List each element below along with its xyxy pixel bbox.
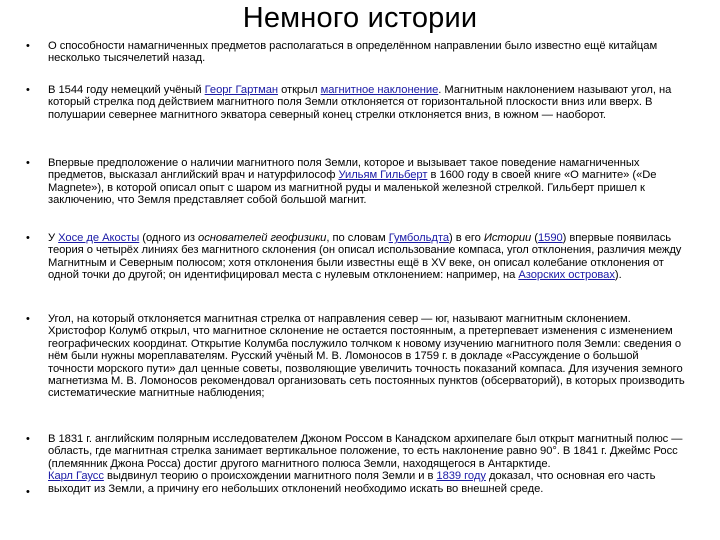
text-span: . Магнитным наклонением называют угол, на который стрелка под действием магнитного поля Земли отклоняется от горизонтальной плоскости вниз или вверх. В полушарии севернее магнитного экватора северный конец стрелки отклоняется вниз, в южном — наоборот. xyxy=(48,84,672,121)
paragraph-text xyxy=(48,157,686,207)
bullet-icon: • xyxy=(26,84,30,96)
text-span: доказал, что основная его часть выходит из Земли, а причину его небольших отклонений необходимо искать во внешней среде. xyxy=(48,470,656,495)
paragraph-text xyxy=(48,40,686,65)
text-span-italic: Истории xyxy=(483,232,532,244)
text-span: в 1600 году в своей книге «О магните» («De Magnete»), в которой описал опыт с шаром из магнитной руды и маленькой железной стрелкой. Гильберт пришел к заключению, что Земля представляет собой большой магнит. xyxy=(48,169,657,207)
link-carl-gauss[interactable]: Карл Гаусс xyxy=(48,470,104,483)
link-year-1590[interactable]: 1590 xyxy=(537,232,563,244)
text-span: Впервые предположение о наличии магнитного поля Земли, которое и вызывает такое поведение намагниченных предметов, высказал английский врач и натурфилософ xyxy=(48,157,640,182)
bullet-icon: • xyxy=(26,433,30,445)
bullet-icon: • xyxy=(26,40,30,52)
bullet-icon: • xyxy=(26,313,30,325)
link-william-gilbert[interactable]: Уильям Гильберт xyxy=(338,169,428,182)
page-title: Немного истории xyxy=(242,2,478,34)
text-span: открыл xyxy=(278,84,321,96)
link-azores-islands[interactable]: Азорских островах xyxy=(518,269,615,282)
text-span: Угол, на который отклоняется магнитная стрелка от направления север — юг, называют магнитным склонением. Христофор Колумб открыл, что магнитное склонение не остается постоянным, а претерпевает изменения с изменением географических координат. Открытие Колумба послужило толчком к новому изучению магнитного поля Земли: сведения о нём были нужны мореплавателям. Русский учёный М. В. Ломоносов в 1759 г. в докладе «Рассуждение о большой точности морского пути» дал ценные советы, позволяющие увеличить точность показаний компаса. Для изучения земного магнетизма М. В. Ломоносов рекомендовал организовать сеть постоянных пунктов (обсерваторий), в которых производить систематические магнитные наблюдения; xyxy=(48,313,685,400)
bullet-icon: • xyxy=(26,486,30,498)
link-jose-de-acosta[interactable]: Хосе де Акосты xyxy=(58,232,140,244)
paragraph-text xyxy=(48,313,686,400)
text-span: В 1831 г. английским полярным исследователем Джоном Россом в Канадском архипелаге был открыт магнитный полюс — область, где магнитная стрелка занимает вертикальное положение, то есть наклонение равно 90°. В 1841 г. Джеймс Росс (племянник Джона Росса) достиг другого магнитного полюса Земли, находящегося в Антарктиде. xyxy=(48,433,683,470)
link-humboldt[interactable]: Гумбольдта xyxy=(388,232,450,244)
paragraph-text xyxy=(48,232,686,282)
text-span: ). xyxy=(614,269,622,282)
text-span: ( xyxy=(531,232,538,244)
paragraph-text xyxy=(48,84,686,121)
text-span: В 1544 году немецкий учёный xyxy=(48,84,205,96)
link-georg-hartmann[interactable]: Георг Гартман xyxy=(204,84,279,96)
text-span: выдвинул теорию о происхождении магнитного поля Земли и в xyxy=(103,470,437,483)
text-span: ) в его xyxy=(449,232,484,244)
paragraph-text xyxy=(48,433,686,495)
text-span: ) впервые появилась теория о четырёх линиях без магнитного склонения (он описал использование компаса, угол отклонения, различия между Магнитным и Северным полюсом; хотя отклонения были известны ещё в XV веке, он описал колебание отклонения от одной точки до другой; он идентифицировал места с нулевым отклонением: например, на xyxy=(48,232,682,282)
link-year-1839[interactable]: 1839 году xyxy=(436,470,486,483)
text-span: О способности намагниченных предметов располагаться в определённом направлении было известно ещё китайцам несколько тысячелетий назад. xyxy=(48,40,658,65)
text-span: , по словам xyxy=(326,232,389,244)
bullet-icon: • xyxy=(26,157,30,169)
bullet-icon: • xyxy=(26,232,30,244)
text-span-italic: основателей геофизики xyxy=(198,232,327,244)
text-span: У xyxy=(48,232,59,244)
text-span: (одного из xyxy=(139,232,199,244)
link-magnetic-inclination[interactable]: магнитное наклонение xyxy=(320,84,439,96)
